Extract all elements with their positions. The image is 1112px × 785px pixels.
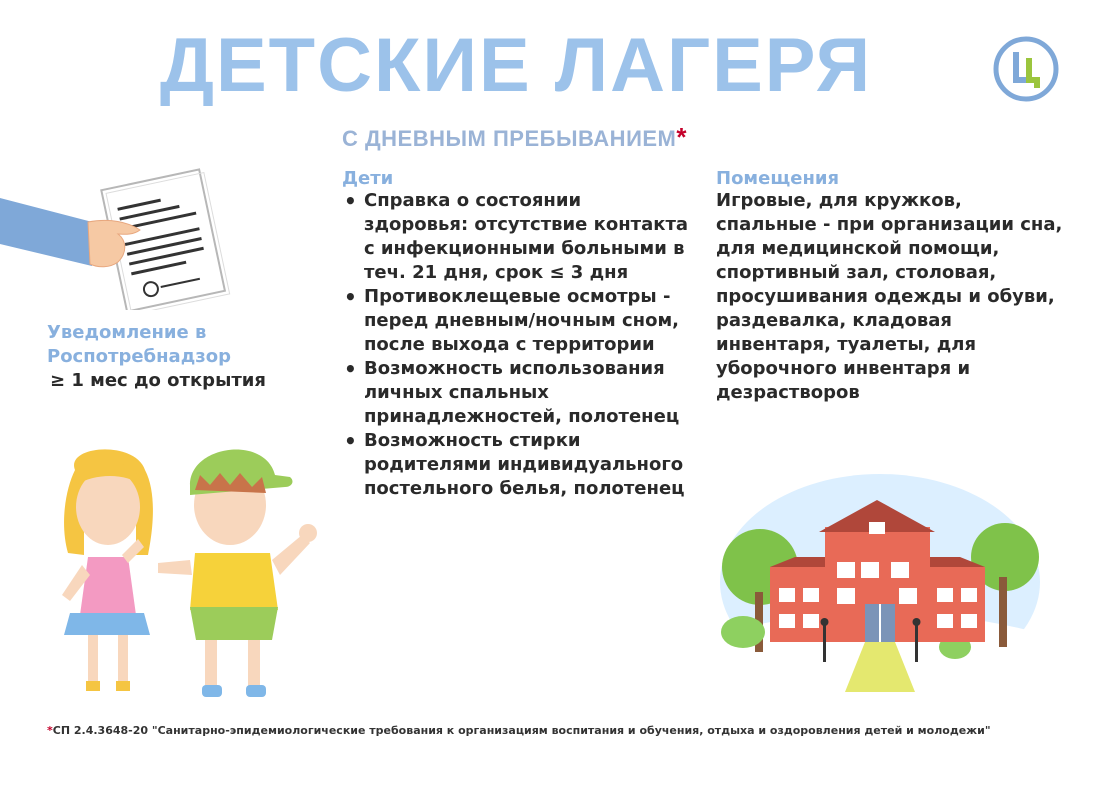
children-heading: Дети [342, 168, 394, 189]
list-item: • Возможность использования личных спальных принадлежностей, полотенец [342, 357, 690, 429]
rooms-heading: Помещения [716, 168, 840, 189]
list-item: • Возможность стирки родителями индивидуального постельного белья, полотенец [342, 429, 690, 501]
document-hand-illustration [0, 160, 235, 310]
footnote [47, 724, 1087, 737]
subtitle-asterisk: * [676, 122, 688, 152]
subtitle-text: С ДНЕВНЫМ ПРЕБЫВАНИЕМ [342, 126, 677, 151]
ts-logo-icon [993, 36, 1059, 102]
footnote-asterisk: * [47, 724, 53, 737]
rooms-text: Игровые, для кружков, спальные - при организации сна, для медицинской помощи, спортивный зал, столовая, просушивания одежды и обуви, раздевалка, кладовая инвентаря, туалеты, для уборочного инвентаря и дезрастворов [716, 190, 1063, 403]
notification-heading: Уведомление в Роспотребнадзор [47, 322, 231, 367]
list-item: • Противоклещевые осмотры - перед дневным/ночным сном, после выхода с территории [342, 285, 690, 357]
children-requirements-list [342, 189, 690, 501]
page-subtitle [342, 122, 687, 153]
notification-value: ≥ 1 мес до открытия [50, 370, 266, 391]
page-title: ДЕТСКИЕ ЛАГЕРЯ [159, 23, 873, 108]
children-illustration [40, 435, 325, 710]
school-building-illustration [715, 472, 1045, 694]
footnote-text: СП 2.4.3648-20 "Санитарно-эпидемиологические требования к организациям воспитания и обучения, отдыха и оздоровления детей и молодежи" [52, 724, 991, 737]
list-item: • Справка о состоянии здоровья: отсутствие контакта с инфекционными больными в теч. 21 дня, срок ≤ 3 дня [342, 189, 690, 285]
